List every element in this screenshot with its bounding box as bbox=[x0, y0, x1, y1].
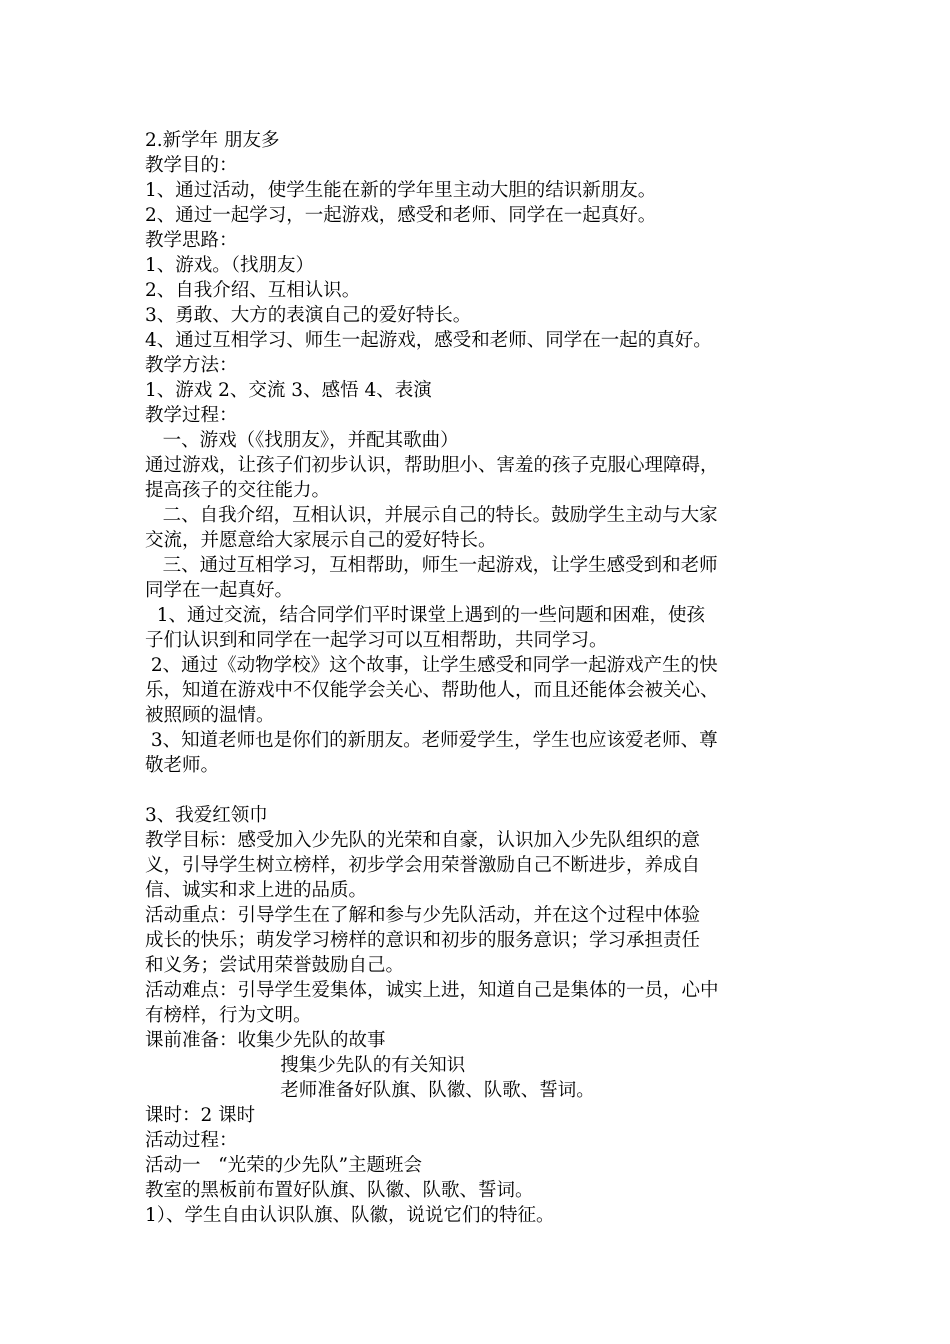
idea-item: 4、通过互相学习、师生一起游戏，感受和老师、同学在一起的真好。 bbox=[145, 330, 712, 351]
process-line: 二、自我介绍，互相认识，并展示自己的特长。鼓励学生主动与大家 bbox=[145, 505, 718, 526]
process-heading: 教学过程： bbox=[145, 405, 238, 426]
process-line: 三、通过互相学习，互相帮助，师生一起游戏，让学生感受到和老师 bbox=[145, 555, 718, 576]
body-line: 信、诚实和求上进的品质。 bbox=[145, 880, 368, 901]
body-line: 1）、学生自由认识队旗、队徽，说说它们的特征。 bbox=[145, 1205, 555, 1226]
body-line: 活动难点：引导学生爱集体，诚实上进，知道自己是集体的一员，心中 bbox=[145, 980, 719, 1001]
method-heading: 教学方法： bbox=[145, 355, 238, 376]
body-line: 有榜样，行为文明。 bbox=[145, 1005, 312, 1026]
method-list: 1、游戏 2、交流 3、感悟 4、表演 bbox=[145, 380, 432, 401]
process-line: 敬老师。 bbox=[145, 755, 220, 776]
body-line: 教室的黑板前布置好队旗、队徽、队歌、誓词。 bbox=[145, 1180, 534, 1201]
process-line: 2、通过《动物学校》这个故事，让学生感受和同学一起游戏产生的快 bbox=[145, 655, 718, 676]
process-line: 3、知道老师也是你们的新朋友。老师爱学生，学生也应该爱老师、尊 bbox=[145, 730, 718, 751]
process-line: 一、游戏（《找朋友》，并配其歌曲） bbox=[145, 430, 459, 451]
process-line: 1、通过交流，结合同学们平时课堂上遇到的一些问题和困难，使孩 bbox=[145, 605, 706, 626]
process-line: 子们认识到和同学在一起学习可以互相帮助，共同学习。 bbox=[145, 630, 608, 651]
idea-item: 3、勇敢、大方的表演自己的爱好特长。 bbox=[145, 305, 472, 326]
body-line: 和义务；尝试用荣誉鼓励自己。 bbox=[145, 955, 405, 976]
lesson-title: 3、我爱红领巾 bbox=[145, 805, 268, 826]
process-line: 乐，知道在游戏中不仅能学会关心、帮助他人，而且还能体会被关心、 bbox=[145, 680, 719, 701]
body-line: 活动重点：引导学生在了解和参与少先队活动，并在这个过程中体验 bbox=[145, 905, 701, 926]
idea-item: 1、游戏。（找朋友） bbox=[145, 255, 315, 276]
process-line: 交流，并愿意给大家展示自己的爱好特长。 bbox=[145, 530, 497, 551]
goal-item: 1、通过活动，使学生能在新的学年里主动大胆的结识新朋友。 bbox=[145, 180, 657, 201]
body-line: 活动一 “光荣的少先队”主题班会 bbox=[145, 1155, 423, 1176]
body-line: 活动过程： bbox=[145, 1130, 238, 1151]
body-line: 搜集少先队的有关知识 bbox=[145, 1055, 466, 1076]
process-line: 同学在一起真好。 bbox=[145, 580, 294, 601]
lesson-title: 2.新学年 朋友多 bbox=[145, 130, 280, 151]
body-line: 教学目标：感受加入少先队的光荣和自豪，认识加入少先队组织的意 bbox=[145, 830, 701, 851]
process-line: 通过游戏，让孩子们初步认识，帮助胆小、害羞的孩子克服心理障碍， bbox=[145, 455, 719, 476]
process-line: 被照顾的温情。 bbox=[145, 705, 275, 726]
document-page bbox=[145, 128, 810, 1228]
goal-heading: 教学目的： bbox=[145, 155, 238, 176]
process-line: 提高孩子的交往能力。 bbox=[145, 480, 331, 501]
idea-heading: 教学思路： bbox=[145, 230, 238, 251]
paragraph-spacer bbox=[145, 778, 810, 803]
body-line: 老师准备好队旗、队徽、队歌、誓词。 bbox=[145, 1080, 595, 1101]
goal-item: 2、通过一起学习，一起游戏，感受和老师、同学在一起真好。 bbox=[145, 205, 657, 226]
body-line: 成长的快乐；萌发学习榜样的意识和初步的服务意识；学习承担责任 bbox=[145, 930, 701, 951]
idea-item: 2、自我介绍、互相认识。 bbox=[145, 280, 361, 301]
body-line: 课前准备：收集少先队的故事 bbox=[145, 1030, 386, 1051]
body-line: 义，引导学生树立榜样，初步学会用荣誉激励自己不断进步，养成自 bbox=[145, 855, 701, 876]
body-line: 课时：2 课时 bbox=[145, 1105, 256, 1126]
